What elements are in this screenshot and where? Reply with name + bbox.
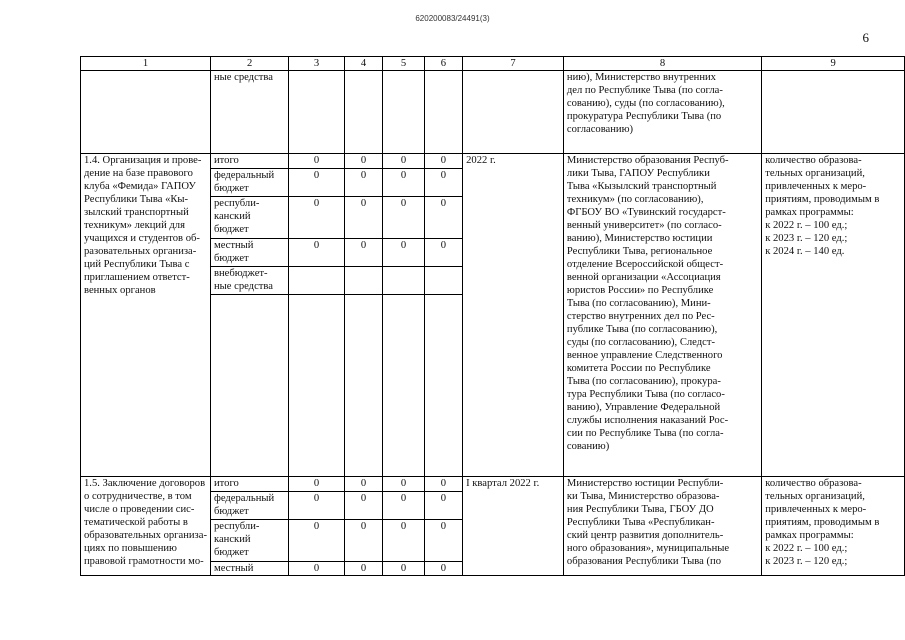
- funding-source-line: федеральный: [213, 170, 275, 181]
- funding-source: [210, 71, 288, 154]
- event-title-line: разовательных организа-: [84, 246, 197, 257]
- amount-cell: [344, 267, 382, 295]
- responsible-executors-line: техникум» (по согласованию),: [566, 194, 704, 205]
- funding-source: [210, 477, 288, 492]
- event-title-line: Республики Тыва «Кы-: [84, 194, 189, 205]
- empty-cell: [424, 295, 462, 477]
- responsible-executors-line: нию), Министерство внутренних: [566, 72, 716, 83]
- funding-source: [210, 492, 288, 520]
- amount-cell: 0: [424, 477, 462, 492]
- amount-cell: 0: [344, 239, 382, 267]
- column-number-6: 6: [424, 57, 462, 71]
- empty-cell: [424, 71, 462, 154]
- responsible-executors-line: сованию): [566, 441, 610, 452]
- responsible-executors-line: ванию), Управление Федеральной: [566, 402, 721, 413]
- column-number-1: 1: [81, 57, 211, 71]
- target-indicators: [762, 477, 905, 576]
- funding-source-line: федеральный: [213, 493, 275, 504]
- target-indicators-line: к 2022 г. – 100 ед.;: [765, 543, 848, 554]
- responsible-executors-line: ванию), Министерство юстиции: [566, 233, 713, 244]
- column-number-row: [81, 57, 905, 71]
- column-number-7: 7: [463, 57, 564, 71]
- funding-source-line: канский: [213, 211, 251, 222]
- funding-source-line: ные средства: [213, 281, 273, 292]
- amount-cell: 0: [289, 562, 345, 576]
- event-title-line: приглашением ответст-: [84, 272, 190, 283]
- funding-source-line: бюджет: [213, 224, 249, 235]
- amount-cell: [424, 267, 462, 295]
- execution-term: 2022 г.: [463, 154, 564, 477]
- column-number-5: 5: [383, 57, 424, 71]
- responsible-executors-line: венный университет» (по согласо-: [566, 220, 722, 231]
- target-indicators-line: количество образова-: [765, 478, 862, 489]
- column-number-3: 3: [289, 57, 345, 71]
- amount-cell: 0: [424, 154, 462, 169]
- responsible-executors-line: стерство внутренних дел по Рес-: [566, 311, 715, 322]
- column-number-2: 2: [210, 57, 288, 71]
- target-indicators-line: к 2023 г. – 120 ед.;: [765, 556, 848, 567]
- amount-cell: 0: [383, 169, 424, 197]
- target-indicators-line: количество образова-: [765, 155, 862, 166]
- responsible-executors-line: Республики Тыва, региональное: [566, 246, 713, 257]
- responsible-executors-line: юристов России» по Республике: [566, 285, 714, 296]
- amount-cell: 0: [344, 477, 382, 492]
- amount-cell: 0: [289, 520, 345, 562]
- sec14-row: [81, 154, 905, 169]
- responsible-executors-line: Тыва «Кызылский транспортный: [566, 181, 717, 192]
- program-table: [80, 56, 905, 576]
- event-cell: [81, 71, 211, 154]
- responsible-executors-line: лики Тыва, ГАПОУ Республики: [566, 168, 710, 179]
- funding-source-line: внебюджет-: [213, 268, 268, 279]
- amount-cell: 0: [383, 477, 424, 492]
- funding-source-line: республи-: [213, 198, 260, 209]
- empty-cell: [289, 295, 345, 477]
- amount-cell: 0: [383, 520, 424, 562]
- target-indicators-line: к 2023 г. – 120 ед.;: [765, 233, 848, 244]
- responsible-executors-line: Тыва (по согласованию), Мини-: [566, 298, 711, 309]
- funding-source: [210, 562, 288, 576]
- responsible-executors-line: сованию), суды (по согласованию),: [566, 98, 725, 109]
- target-indicators-line: к 2022 г. – 100 ед.;: [765, 220, 848, 231]
- responsible-executors-line: отделение Всероссийской общест-: [566, 259, 724, 270]
- responsible-executors-line: ния Республики Тыва, ГБОУ ДО: [566, 504, 714, 515]
- event-title: [81, 477, 211, 576]
- responsible-executors-line: дел по Республике Тыва (по согла-: [566, 85, 723, 96]
- responsible-executors-line: согласованию): [566, 124, 634, 135]
- responsible-executors-line: службы исполнения наказаний Рос-: [566, 415, 729, 426]
- amount-cell: [383, 267, 424, 295]
- amount-cell: 0: [424, 197, 462, 239]
- empty-cell: [344, 71, 382, 154]
- responsible-executors: [563, 71, 761, 154]
- target-indicators-line: привлеченных к меро-: [765, 181, 867, 192]
- empty-cell: [289, 71, 345, 154]
- empty-cell: [463, 71, 564, 154]
- funding-source-line: итого: [213, 478, 239, 489]
- amount-cell: 0: [344, 492, 382, 520]
- target-indicators: [762, 154, 905, 477]
- target-indicators-line: приятиям, проводимым в: [765, 517, 880, 528]
- event-title-line: венных органов: [84, 285, 156, 296]
- funding-source: [210, 520, 288, 562]
- amount-cell: 0: [289, 492, 345, 520]
- event-title-line: числе о проведении сис-: [84, 504, 195, 515]
- empty-cell: [210, 295, 288, 477]
- event-title-line: тематической работы в: [84, 517, 188, 528]
- event-title-line: дение на базе правового: [84, 168, 193, 179]
- target-indicators-line: к 2024 г. – 140 ед.: [765, 246, 845, 257]
- responsible-executors-line: публике Тыва (по согласованию),: [566, 324, 718, 335]
- event-title-line: техникум» лекций для: [84, 220, 185, 231]
- responsible-executors-line: Министерство юстиции Республи-: [566, 478, 724, 489]
- event-title-line: ций Республики Тыва с: [84, 259, 190, 270]
- amount-cell: 0: [424, 492, 462, 520]
- amount-cell: 0: [289, 239, 345, 267]
- event-title-line: 1.4. Организация и прове-: [84, 155, 202, 166]
- responsible-executors-line: сии по Республике Тыва (по согла-: [566, 428, 724, 439]
- amount-cell: 0: [344, 197, 382, 239]
- empty-cell: [344, 295, 382, 477]
- event-title-line: 1.5. Заключение договоров: [84, 478, 206, 489]
- responsible-executors-line: прокуратура Республики Тыва (по: [566, 111, 722, 122]
- funding-source-line: бюджет: [213, 183, 249, 194]
- column-number-8: 8: [563, 57, 761, 71]
- column-number-9: 9: [762, 57, 905, 71]
- amount-cell: [289, 267, 345, 295]
- event-title-line: образовательных организа-: [84, 530, 207, 541]
- amount-cell: 0: [344, 154, 382, 169]
- column-number-4: 4: [344, 57, 382, 71]
- empty-cell: [383, 71, 424, 154]
- funding-source-line: бюджет: [213, 253, 249, 264]
- responsible-executors-line: Тыва (по согласованию), прокура-: [566, 376, 721, 387]
- empty-cell: [383, 295, 424, 477]
- execution-term: I квартал 2022 г.: [463, 477, 564, 576]
- funding-source: [210, 267, 288, 295]
- amount-cell: 0: [424, 169, 462, 197]
- indicator-cell: [762, 71, 905, 154]
- amount-cell: 0: [344, 520, 382, 562]
- responsible-executors-line: суды (по согласованию), Следст-: [566, 337, 715, 348]
- amount-cell: 0: [289, 197, 345, 239]
- funding-source: [210, 154, 288, 169]
- amount-cell: 0: [383, 239, 424, 267]
- event-title-line: циях по повышению: [84, 543, 177, 554]
- amount-cell: 0: [383, 197, 424, 239]
- funding-source-line: итого: [213, 155, 239, 166]
- amount-cell: 0: [344, 562, 382, 576]
- responsible-executors-line: образования Республики Тыва (по: [566, 556, 721, 567]
- target-indicators-line: рамках программы:: [765, 207, 854, 218]
- funding-source-line: бюджет: [213, 547, 249, 558]
- amount-cell: 0: [424, 239, 462, 267]
- responsible-executors: [563, 477, 761, 576]
- amount-cell: 0: [289, 477, 345, 492]
- target-indicators-line: рамках программы:: [765, 530, 854, 541]
- amount-cell: 0: [424, 520, 462, 562]
- amount-cell: 0: [383, 562, 424, 576]
- target-indicators-line: тельных организаций,: [765, 168, 865, 179]
- responsible-executors-line: ки Тыва, Министерство образова-: [566, 491, 720, 502]
- event-title: [81, 154, 211, 477]
- responsible-executors-line: Министерство образования Респуб-: [566, 155, 729, 166]
- amount-cell: 0: [344, 169, 382, 197]
- amount-cell: 0: [383, 154, 424, 169]
- responsible-executors-line: венной организации «Ассоциация: [566, 272, 721, 283]
- responsible-executors-line: ский центр развития дополнитель-: [566, 530, 724, 541]
- funding-source: [210, 239, 288, 267]
- event-title-line: правовой грамотности мо-: [84, 556, 204, 567]
- event-title-line: зылский транспортный: [84, 207, 189, 218]
- target-indicators-line: приятиям, проводимым в: [765, 194, 880, 205]
- responsible-executors-line: тура Республики Тыва (по согласо-: [566, 389, 725, 400]
- funding-source-line: республи-: [213, 521, 260, 532]
- funding-source-line: местный: [213, 240, 254, 251]
- event-title-line: клуба «Фемида» ГАПОУ: [84, 181, 196, 192]
- responsible-executors-line: комитета России по Республике: [566, 363, 711, 374]
- event-title-line: учащихся и студентов об-: [84, 233, 200, 244]
- funding-source-line: бюджет: [213, 506, 249, 517]
- amount-cell: 0: [424, 562, 462, 576]
- funding-source-line: местный: [213, 563, 254, 574]
- responsible-executors-line: Республики Тыва «Республикан-: [566, 517, 715, 528]
- event-title-line: о сотрудничестве, в том: [84, 491, 192, 502]
- funding-source: [210, 197, 288, 239]
- funding-source-line: канский: [213, 534, 251, 545]
- amount-cell: 0: [289, 169, 345, 197]
- responsible-executors-line: венное управление Следственного: [566, 350, 723, 361]
- document-id: 620200083/24491(3): [415, 14, 490, 23]
- responsible-executors-line: ФГБОУ ВО «Тувинский государст-: [566, 207, 726, 218]
- target-indicators-line: привлеченных к меро-: [765, 504, 867, 515]
- responsible-executors-line: ного образования», муниципальные: [566, 543, 730, 554]
- sec15-row: [81, 477, 905, 492]
- continuation-row: [81, 71, 905, 154]
- amount-cell: 0: [289, 154, 345, 169]
- page-number: 6: [862, 30, 869, 45]
- funding-source-line: ные средства: [213, 72, 273, 83]
- responsible-executors: [563, 154, 761, 477]
- amount-cell: 0: [383, 492, 424, 520]
- target-indicators-line: тельных организаций,: [765, 491, 865, 502]
- funding-source: [210, 169, 288, 197]
